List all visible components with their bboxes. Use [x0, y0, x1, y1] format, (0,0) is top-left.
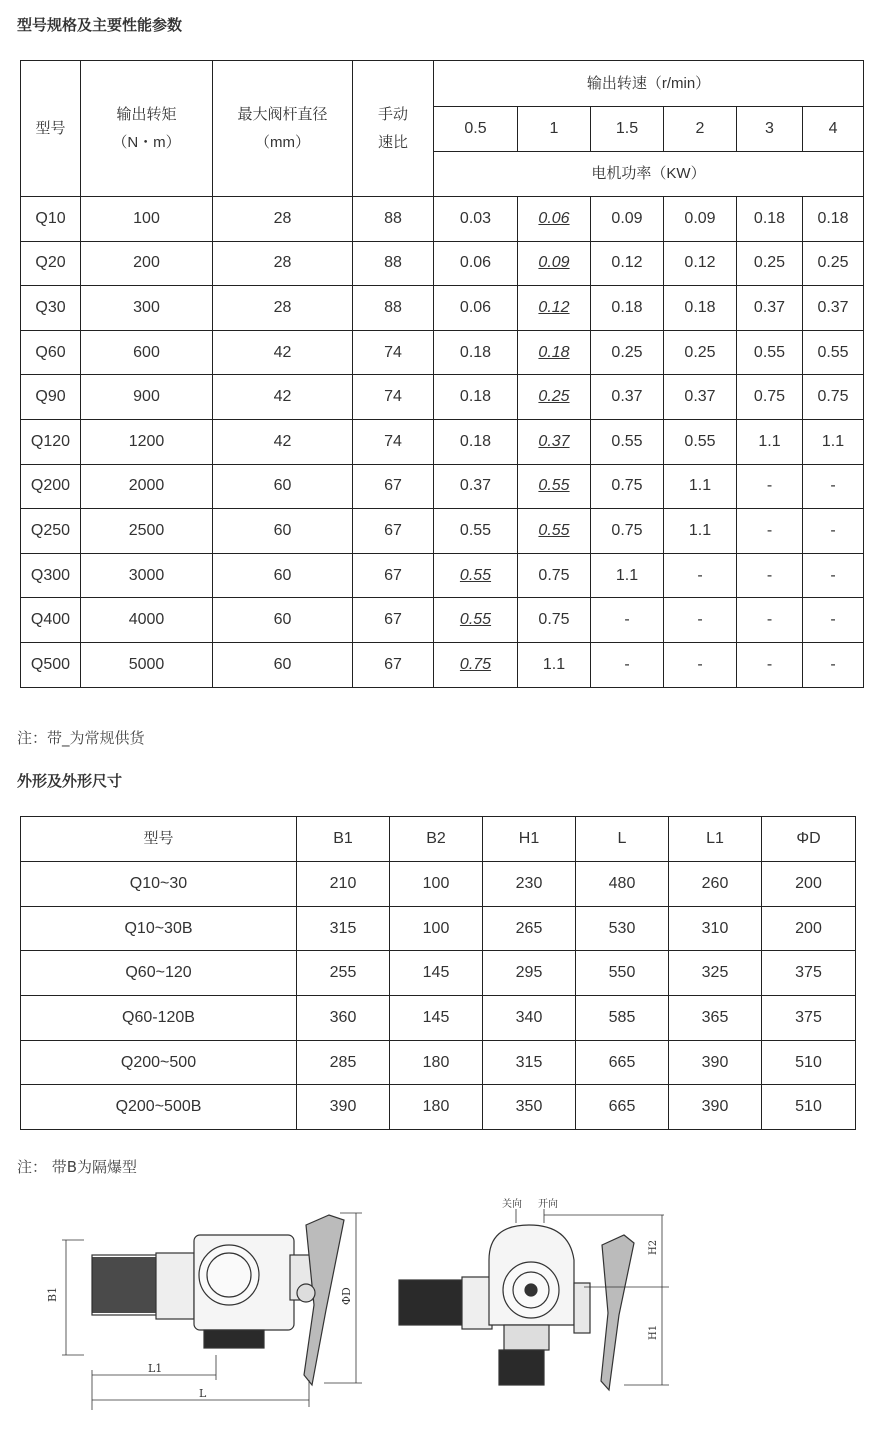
label-b1: B1 [46, 1286, 59, 1302]
speed-header: 4 [803, 107, 864, 152]
dim-value-cell: 180 [390, 1085, 483, 1130]
power-cell: - [803, 553, 864, 598]
power-cell: 0.18 [664, 286, 737, 331]
note-explosion-proof: 注： 带B为隔爆型 [17, 1158, 138, 1176]
power-cell: 0.18 [434, 375, 518, 420]
section-title-specs: 型号规格及主要性能参数 [17, 16, 183, 34]
power-cell: 1.1 [518, 642, 591, 687]
diameter-cell: 28 [213, 286, 353, 331]
dim-value-cell: 100 [390, 906, 483, 951]
model-cell: Q250 [21, 509, 81, 554]
dim-value-cell: 390 [669, 1040, 762, 1085]
torque-cell: 4000 [81, 598, 213, 643]
ratio-cell: 67 [353, 553, 434, 598]
power-cell: 0.37 [434, 464, 518, 509]
dim-value-cell: 530 [576, 906, 669, 951]
power-cell: 0.55 [664, 419, 737, 464]
dim-value-cell: 480 [576, 862, 669, 907]
dim-header: L [576, 817, 669, 862]
power-cell [518, 197, 591, 242]
dim-header: L1 [669, 817, 762, 862]
power-cell: 0.06 [434, 286, 518, 331]
standard-supply-value: 0.55 [459, 611, 492, 629]
torque-cell: 200 [81, 241, 213, 286]
model-cell: Q200 [21, 464, 81, 509]
power-cell: 0.25 [664, 330, 737, 375]
dim-value-cell: 365 [669, 996, 762, 1041]
power-cell: 0.55 [591, 419, 664, 464]
torque-cell: 1200 [81, 419, 213, 464]
power-cell: 0.06 [434, 241, 518, 286]
power-cell: 0.55 [434, 509, 518, 554]
power-cell: 0.75 [591, 464, 664, 509]
model-cell: Q10 [21, 197, 81, 242]
power-cell [518, 509, 591, 554]
spec-row [21, 330, 864, 375]
dim-value-cell: 230 [483, 862, 576, 907]
power-cell: 0.37 [664, 375, 737, 420]
dim-header: H1 [483, 817, 576, 862]
dimension-table [20, 816, 856, 1130]
power-cell [434, 598, 518, 643]
power-cell: 0.37 [737, 286, 803, 331]
diameter-cell: 42 [213, 375, 353, 420]
dim-value-cell: 510 [762, 1085, 856, 1130]
power-cell: 0.75 [518, 553, 591, 598]
motor-body [399, 1280, 469, 1325]
power-cell: 0.18 [434, 330, 518, 375]
torque-cell: 2000 [81, 464, 213, 509]
diameter-cell: 60 [213, 509, 353, 554]
dimension-row [21, 996, 856, 1041]
header-max-stem-diameter: 最大阀杆直径 （mm） [213, 61, 353, 197]
diameter-cell: 42 [213, 419, 353, 464]
spec-row [21, 241, 864, 286]
standard-supply-value: 0.55 [538, 477, 570, 495]
header-output-speed: 输出转速（r/min） [434, 61, 864, 107]
power-cell: 0.75 [737, 375, 803, 420]
diameter-cell: 60 [213, 553, 353, 598]
header-model: 型号 [21, 61, 81, 197]
power-cell: 0.12 [591, 241, 664, 286]
ratio-cell: 74 [353, 419, 434, 464]
power-cell: 1.1 [664, 509, 737, 554]
dim-value-cell: 340 [483, 996, 576, 1041]
dim-value-cell: 350 [483, 1085, 576, 1130]
power-cell [518, 241, 591, 286]
torque-cell: 5000 [81, 642, 213, 687]
ratio-cell: 88 [353, 241, 434, 286]
power-cell: 0.18 [591, 286, 664, 331]
spec-row [21, 642, 864, 687]
dim-value-cell: 210 [297, 862, 390, 907]
dim-value-cell: 285 [297, 1040, 390, 1085]
dim-value-cell: 260 [669, 862, 762, 907]
diameter-cell: 60 [213, 642, 353, 687]
power-cell: 0.25 [591, 330, 664, 375]
standard-supply-value: 0.25 [538, 388, 570, 406]
dim-value-cell: 375 [762, 951, 856, 996]
torque-cell: 600 [81, 330, 213, 375]
spec-row [21, 419, 864, 464]
label-h2: H2 [648, 1239, 659, 1255]
power-cell: 0.25 [803, 241, 864, 286]
label-phid: ΦD [340, 1287, 353, 1305]
power-cell: - [737, 598, 803, 643]
standard-supply-value: 0.55 [459, 566, 492, 584]
torque-cell: 300 [81, 286, 213, 331]
diameter-cell: 42 [213, 330, 353, 375]
dimension-row [21, 1085, 856, 1130]
power-cell: 1.1 [803, 419, 864, 464]
power-cell: 1.1 [737, 419, 803, 464]
dim-value-cell: 145 [390, 996, 483, 1041]
dim-value-cell: 200 [762, 906, 856, 951]
torque-cell: 3000 [81, 553, 213, 598]
dim-value-cell: 100 [390, 862, 483, 907]
dimension-header-row [21, 817, 856, 862]
power-cell: 0.18 [434, 419, 518, 464]
diameter-cell: 60 [213, 464, 353, 509]
dim-value-cell: 315 [483, 1040, 576, 1085]
power-cell: - [591, 598, 664, 643]
header-motor-power: 电机功率（KW） [434, 152, 864, 197]
model-cell: Q60 [21, 330, 81, 375]
spec-table [20, 60, 864, 688]
power-cell: 0.09 [591, 197, 664, 242]
dim-value-cell: 325 [669, 951, 762, 996]
diameter-cell: 28 [213, 241, 353, 286]
power-cell: 0.75 [591, 509, 664, 554]
standard-supply-value: 0.37 [538, 432, 570, 450]
standard-supply-value: 0.75 [459, 655, 492, 673]
dim-model-cell: Q200~500 [21, 1040, 297, 1085]
speed-header: 0.5 [434, 107, 518, 152]
diameter-cell: 28 [213, 197, 353, 242]
dim-header: 型号 [21, 817, 297, 862]
dim-header: B2 [390, 817, 483, 862]
model-cell: Q30 [21, 286, 81, 331]
dim-value-cell: 550 [576, 951, 669, 996]
power-cell: - [803, 464, 864, 509]
spec-row [21, 464, 864, 509]
power-cell: 1.1 [664, 464, 737, 509]
dimension-row [21, 906, 856, 951]
power-cell: - [664, 553, 737, 598]
actuator-side-view-drawing [44, 1195, 374, 1415]
handwheel [601, 1235, 634, 1390]
dim-value-cell: 310 [669, 906, 762, 951]
dim-value-cell: 295 [483, 951, 576, 996]
power-cell: 1.1 [591, 553, 664, 598]
power-cell: 0.18 [737, 197, 803, 242]
power-cell [518, 464, 591, 509]
header-manual-ratio: 手动 速比 [353, 61, 434, 197]
model-cell: Q20 [21, 241, 81, 286]
dim-value-cell: 390 [669, 1085, 762, 1130]
spec-row [21, 375, 864, 420]
actuator-front-view-drawing [394, 1195, 684, 1415]
power-cell: - [737, 642, 803, 687]
power-cell: - [737, 553, 803, 598]
power-cell: 0.37 [591, 375, 664, 420]
dim-model-cell: Q10~30 [21, 862, 297, 907]
power-cell [518, 330, 591, 375]
ratio-cell: 67 [353, 642, 434, 687]
speed-header: 3 [737, 107, 803, 152]
standard-supply-value: 0.06 [538, 209, 570, 227]
ratio-cell: 74 [353, 330, 434, 375]
standard-supply-value: 0.09 [538, 254, 570, 272]
power-cell [434, 553, 518, 598]
power-cell: 0.03 [434, 197, 518, 242]
power-cell: - [803, 509, 864, 554]
torque-cell: 100 [81, 197, 213, 242]
diameter-cell: 60 [213, 598, 353, 643]
power-cell: 0.09 [664, 197, 737, 242]
ratio-cell: 88 [353, 197, 434, 242]
dim-value-cell: 145 [390, 951, 483, 996]
dim-value-cell: 665 [576, 1085, 669, 1130]
speed-header: 2 [664, 107, 737, 152]
power-cell: 0.25 [737, 241, 803, 286]
torque-cell: 2500 [81, 509, 213, 554]
model-cell: Q120 [21, 419, 81, 464]
speed-header: 1 [518, 107, 591, 152]
torque-cell: 900 [81, 375, 213, 420]
standard-supply-value: 0.18 [538, 343, 570, 361]
power-cell: 0.55 [803, 330, 864, 375]
model-cell: Q300 [21, 553, 81, 598]
power-cell: 0.75 [803, 375, 864, 420]
power-cell: 0.55 [737, 330, 803, 375]
ratio-cell: 67 [353, 598, 434, 643]
power-cell: 0.37 [803, 286, 864, 331]
ratio-cell: 67 [353, 464, 434, 509]
dim-model-cell: Q10~30B [21, 906, 297, 951]
label-close-direction: 关向 [502, 1199, 522, 1210]
power-cell: - [737, 464, 803, 509]
spec-row [21, 509, 864, 554]
power-cell: - [803, 642, 864, 687]
dimension-row [21, 1040, 856, 1085]
power-cell: - [664, 642, 737, 687]
standard-supply-value: 0.55 [538, 521, 570, 539]
dim-model-cell: Q200~500B [21, 1085, 297, 1130]
model-cell: Q90 [21, 375, 81, 420]
ratio-cell: 88 [353, 286, 434, 331]
dim-value-cell: 585 [576, 996, 669, 1041]
power-cell [518, 419, 591, 464]
spec-row [21, 197, 864, 242]
dim-value-cell: 200 [762, 862, 856, 907]
dim-value-cell: 180 [390, 1040, 483, 1085]
model-cell: Q500 [21, 642, 81, 687]
speed-header: 1.5 [591, 107, 664, 152]
model-cell: Q400 [21, 598, 81, 643]
dim-value-cell: 510 [762, 1040, 856, 1085]
header-torque: 输出转矩 （N・m） [81, 61, 213, 197]
ratio-cell: 74 [353, 375, 434, 420]
power-cell [518, 375, 591, 420]
dim-value-cell: 360 [297, 996, 390, 1041]
section-title-dimensions: 外形及外形尺寸 [17, 772, 123, 790]
dim-value-cell: 315 [297, 906, 390, 951]
dim-value-cell: 265 [483, 906, 576, 951]
label-l: L [199, 1387, 207, 1400]
note-standard-supply: 注：带_为常规供货 [17, 729, 145, 747]
label-l1: L1 [148, 1362, 163, 1375]
dimension-row [21, 951, 856, 996]
ratio-cell: 67 [353, 509, 434, 554]
dim-model-cell: Q60~120 [21, 951, 297, 996]
label-open-direction: 开向 [538, 1199, 558, 1210]
spec-row [21, 286, 864, 331]
dim-value-cell: 665 [576, 1040, 669, 1085]
dim-model-cell: Q60-120B [21, 996, 297, 1041]
dim-header: ΦD [762, 817, 856, 862]
spec-row [21, 598, 864, 643]
power-cell: 0.12 [664, 241, 737, 286]
standard-supply-value: 0.12 [538, 298, 570, 316]
power-cell: 0.18 [803, 197, 864, 242]
spec-row [21, 553, 864, 598]
power-cell: 0.75 [518, 598, 591, 643]
dim-value-cell: 375 [762, 996, 856, 1041]
dim-value-cell: 390 [297, 1085, 390, 1130]
power-cell [518, 286, 591, 331]
power-cell: - [591, 642, 664, 687]
power-cell: - [803, 598, 864, 643]
power-cell [434, 642, 518, 687]
dimension-row [21, 862, 856, 907]
dim-value-cell: 255 [297, 951, 390, 996]
power-cell: - [737, 509, 803, 554]
dim-header: B1 [297, 817, 390, 862]
label-h1: H1 [648, 1324, 659, 1340]
power-cell: - [664, 598, 737, 643]
